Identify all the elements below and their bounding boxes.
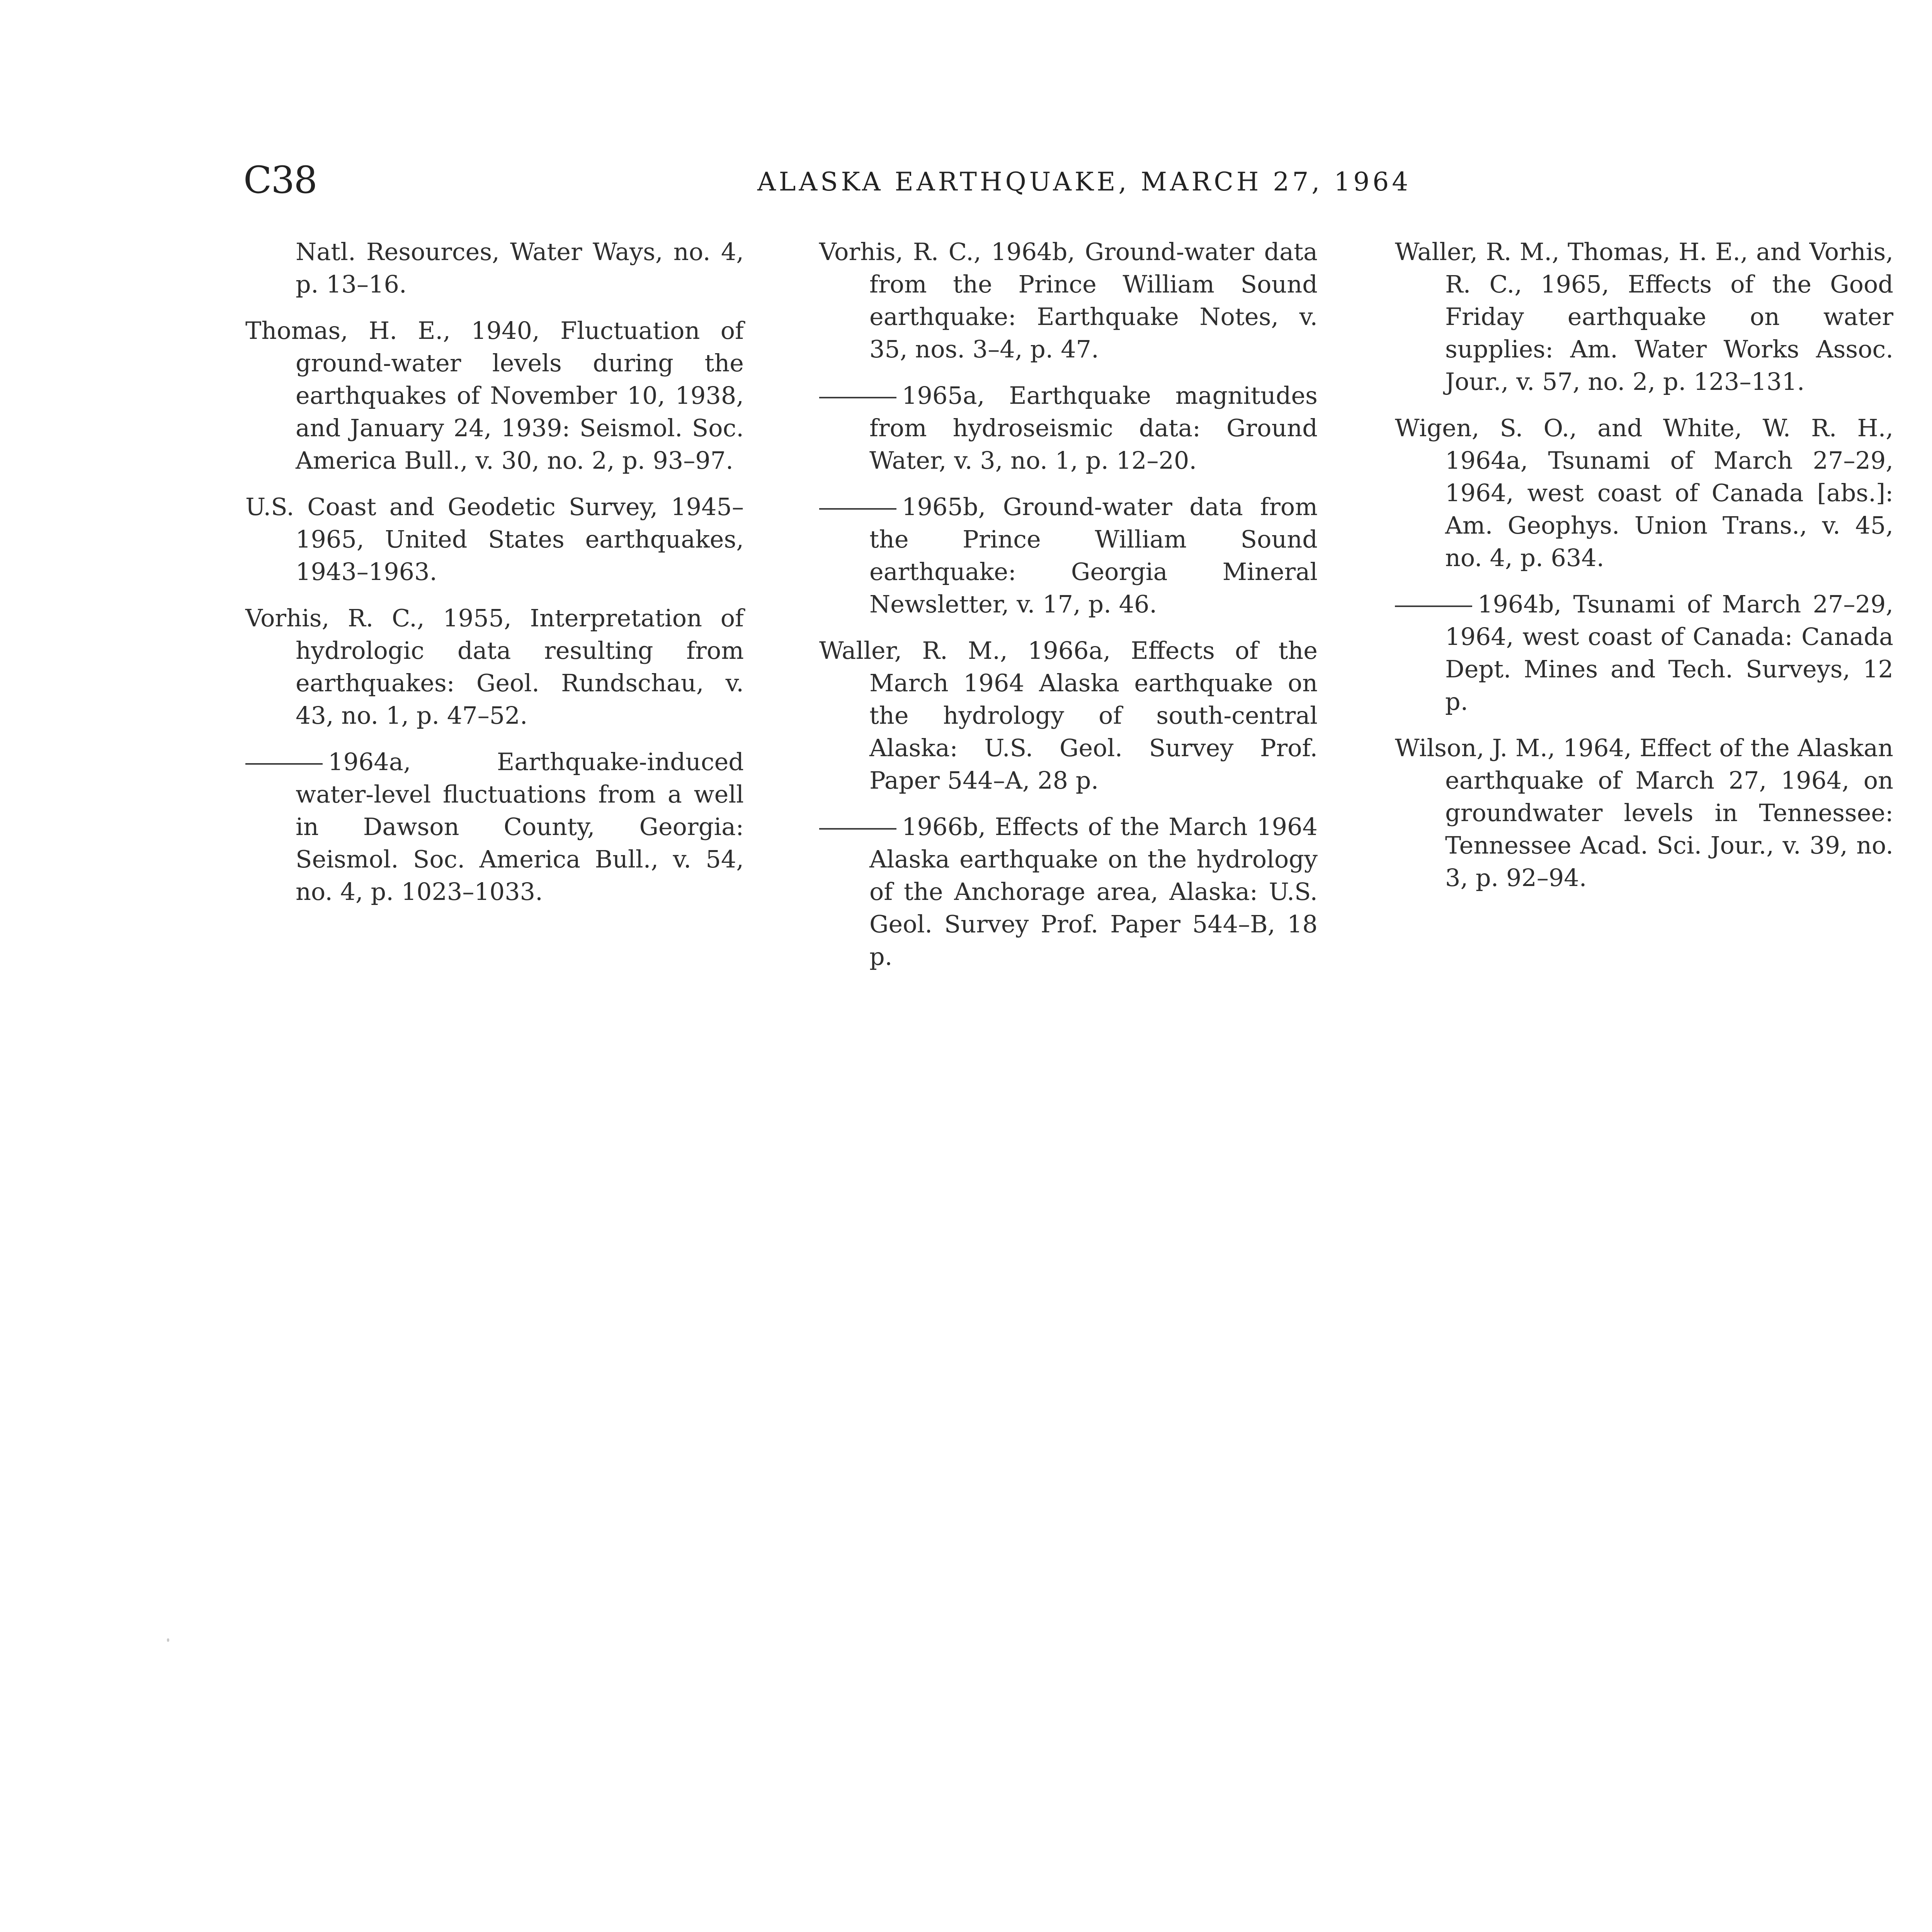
- ditto-dash: [819, 508, 896, 510]
- reference-entry: Waller, R. M., Thomas, H. E., and Vorhis, R. C., 1965, Effects of the Good Friday earthquake on water supplies: Am. Water Works Assoc. Jour., v. 57, no. 2, p. 123–131.: [1395, 238, 1893, 396]
- reference-entry-ditto: [1395, 588, 1893, 718]
- scan-speck: [167, 1638, 169, 1642]
- reference-entry-text: 1965a, Earthquake magnitudes from hydroseismic data: Ground Water, v. 3, no. 1, p. 12–20.: [869, 381, 1318, 474]
- reference-entry-text: 1966b, Effects of the March 1964 Alaska earthquake on the hydrology of the Anchorage area, Alaska: U.S. Geol. Survey Prof. Paper 544–B, 18 p.: [869, 813, 1318, 971]
- reference-column-3: [1395, 236, 1893, 908]
- reference-entry: Wigen, S. O., and White, W. R. H., 1964a, Tsunami of March 27–29, 1964, west coast of Canada [abs.]: Am. Geophys. Union Trans., v. 45, no. 4, p. 634.: [1395, 414, 1893, 572]
- ditto-dash: [819, 828, 896, 830]
- page-number: C38: [243, 158, 317, 202]
- reference-entry-ditto: [819, 811, 1318, 973]
- reference-entry: Vorhis, R. C., 1964b, Ground-water data from the Prince William Sound earthquake: Earthquake Notes, v. 35, nos. 3–4, p. 47.: [819, 238, 1318, 363]
- reference-entry: Wilson, J. M., 1964, Effect of the Alaskan earthquake of March 27, 1964, on groundwater levels in Tennessee: Tennessee Acad. Sci. Jour., v. 39, no. 3, p. 92–94.: [1395, 734, 1893, 892]
- reference-entry-ditto: [819, 379, 1318, 477]
- reference-entry-text: 1965b, Ground-water data from the Prince William Sound earthquake: Georgia Mineral Newsletter, v. 17, p. 46.: [869, 493, 1318, 618]
- reference-entry: Thomas, H. E., 1940, Fluctuation of ground-water levels during the earthquakes of November 10, 1938, and January 24, 1939: Seismol. Soc. America Bull., v. 30, no. 2, p. 93–97.: [245, 316, 744, 474]
- reference-column-1: [245, 236, 744, 922]
- reference-entry-text: 1964b, Tsunami of March 27–29, 1964, west coast of Canada: Canada Dept. Mines and Tech. Surveys, 12 p.: [1445, 590, 1893, 716]
- reference-column-2: [819, 236, 1318, 987]
- ditto-dash: [245, 763, 323, 765]
- ditto-dash: [1395, 605, 1472, 607]
- ditto-dash: [819, 397, 896, 398]
- reference-entry: U.S. Coast and Geodetic Survey, 1945–1965, United States earthquakes, 1943–1963.: [245, 493, 744, 586]
- reference-entry: Waller, R. M., 1966a, Effects of the March 1964 Alaska earthquake on the hydrology of south-central Alaska: U.S. Geol. Survey Prof. Paper 544–A, 28 p.: [819, 636, 1318, 794]
- reference-entry: Natl. Resources, Water Ways, no. 4, p. 13–16.: [296, 238, 744, 298]
- reference-entry-text: 1964a, Earthquake-induced water-level fluctuations from a well in Dawson County, Georgia: Seismol. Soc. America Bull., v. 54, no. 4, p. 1023–1033.: [296, 748, 744, 906]
- reference-entry-ditto: [819, 491, 1318, 621]
- running-head-title: ALASKA EARTHQUAKE, MARCH 27, 1964: [757, 167, 1412, 197]
- reference-entry-ditto: [245, 746, 744, 908]
- reference-entry: Vorhis, R. C., 1955, Interpretation of hydrologic data resulting from earthquakes: Geol. Rundschau, v. 43, no. 1, p. 47–52.: [245, 604, 744, 730]
